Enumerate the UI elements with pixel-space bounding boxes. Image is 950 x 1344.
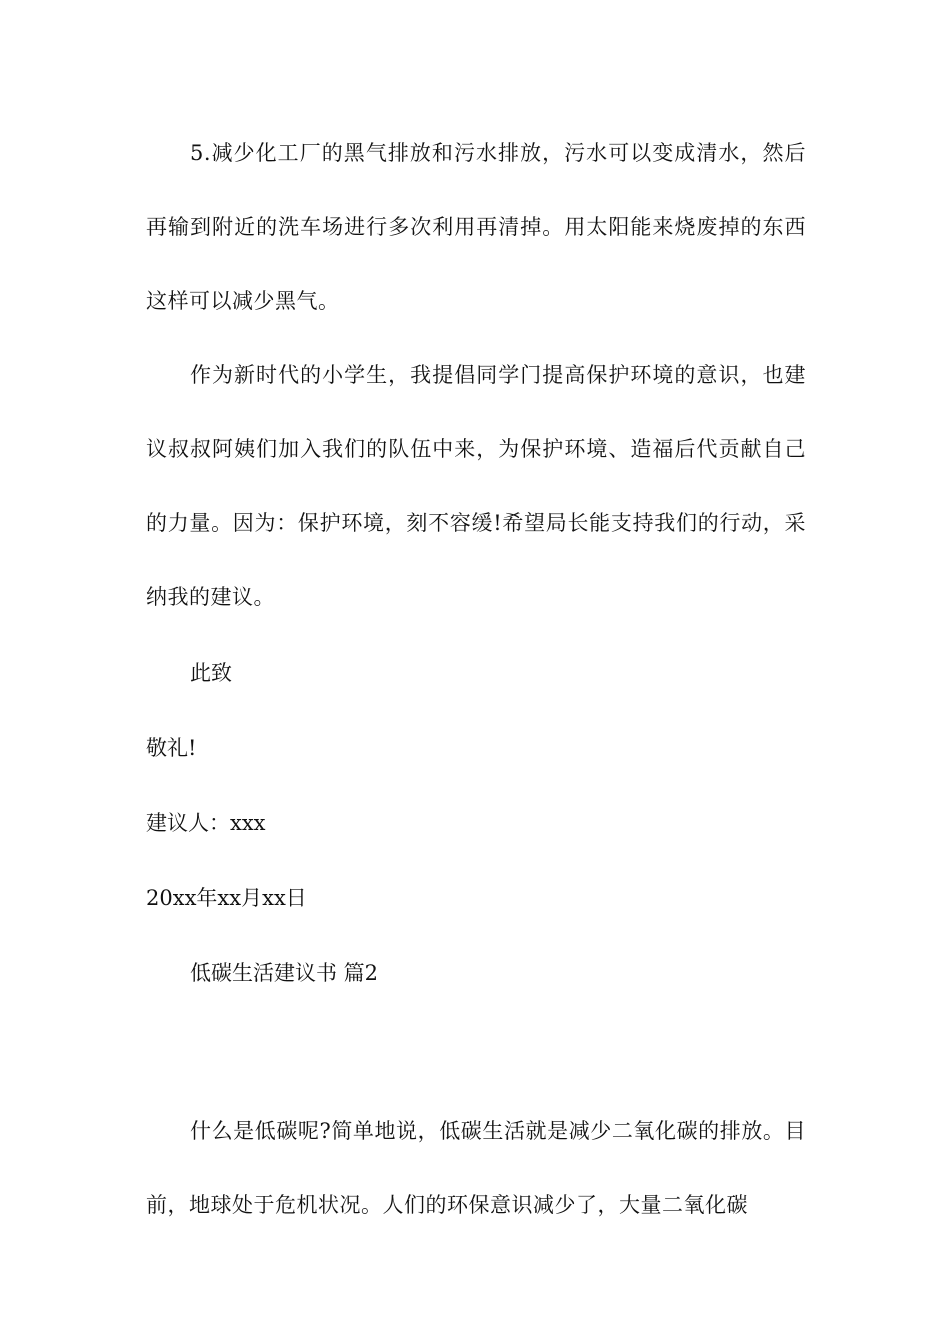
paragraph-appeal: 作为新时代的小学生，我提倡同学门提高保护环境的意识，也建议叔叔阿姨们加入我们的队伍中来，为保护环境、造福后代贡献自己的力量。因为：保护环境，刻不容缓!希望局长能支持我们的行动，采纳我的建议。 [146, 363, 806, 609]
paragraph-low-carbon-intro: 什么是低碳呢?简单地说，低碳生活就是减少二氧化碳的排放。目前，地球处于危机状况。人们的环保意识减少了，大量二氧化碳 [146, 1119, 806, 1217]
paragraph-point-5: 5.减少化工厂的黑气排放和污水排放，污水可以变成清水，然后再输到附近的洗车场进行多次利用再清掉。用太阳能来烧废掉的东西这样可以减少黑气。 [146, 141, 806, 313]
signer-text: 建议人：xxx [146, 811, 266, 835]
section-title: 低碳生活建议书 篇2 [190, 961, 379, 985]
closing-text: 此致 [190, 661, 232, 685]
date-text: 20xx年xx月xx日 [146, 886, 307, 910]
salute-text: 敬礼! [146, 736, 197, 760]
